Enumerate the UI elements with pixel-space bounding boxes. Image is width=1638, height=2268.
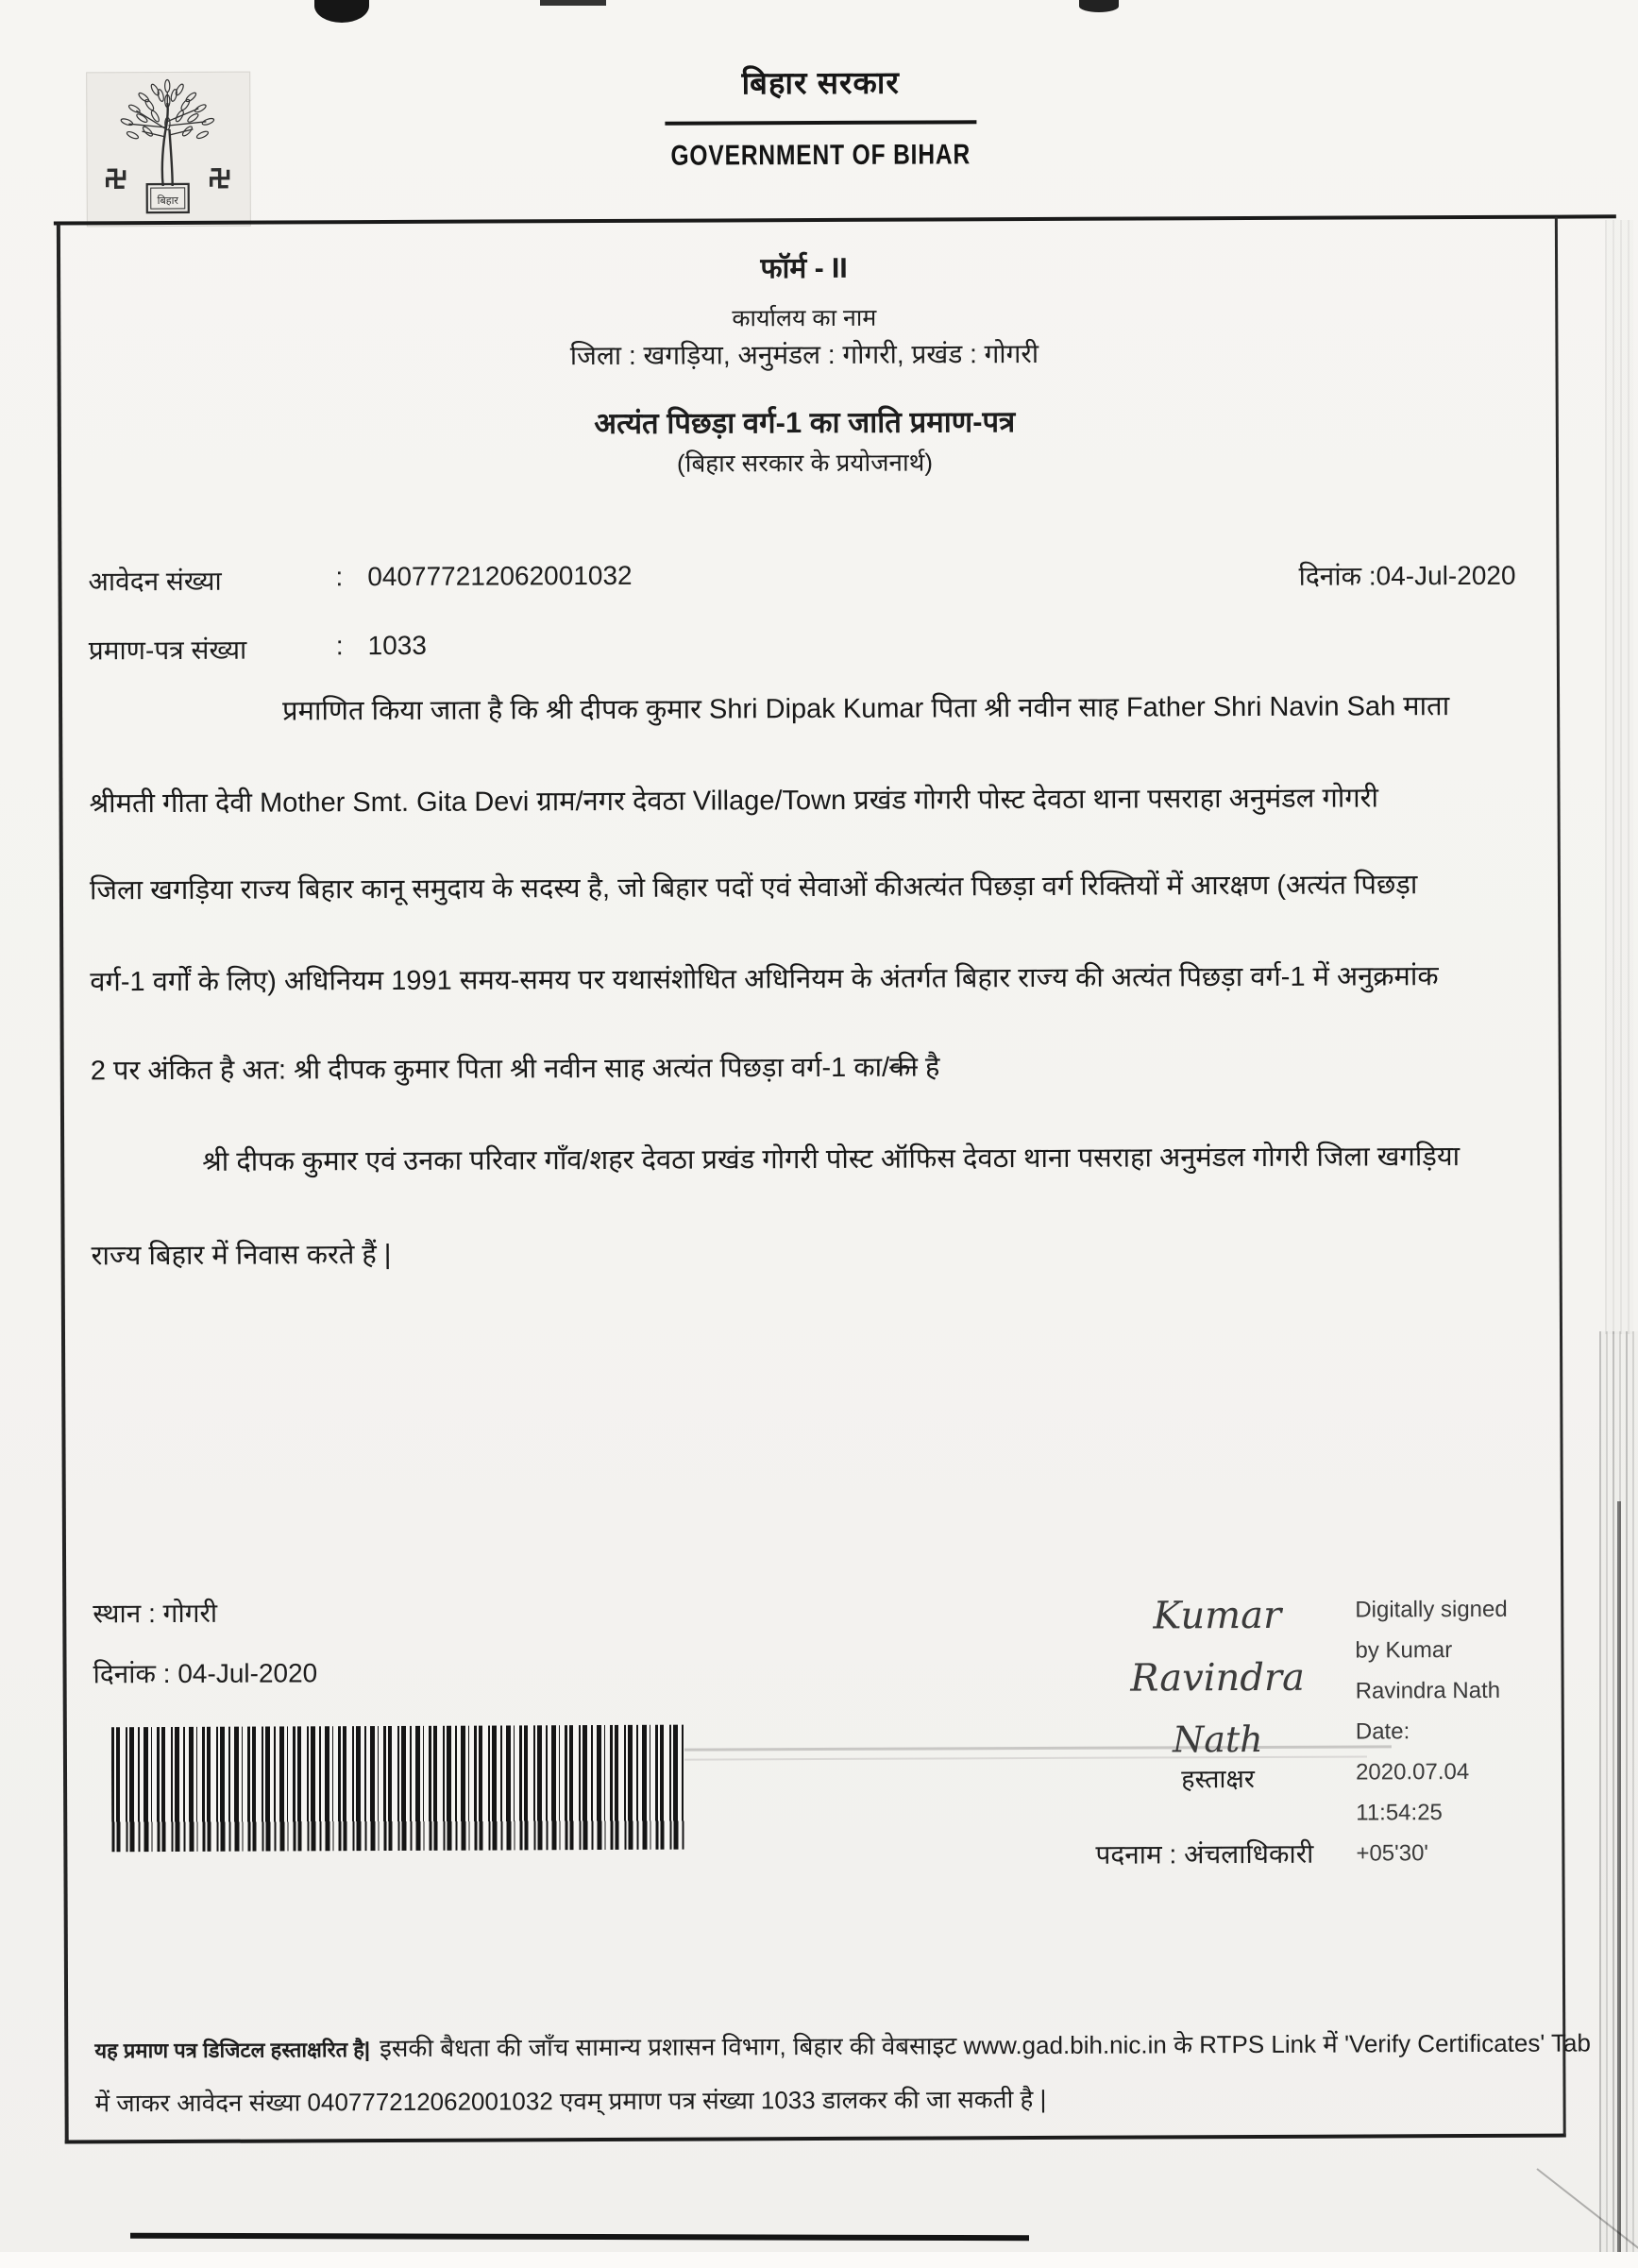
page-header xyxy=(91,0,1550,172)
issue-date: दिनांक :04-Jul-2020 xyxy=(1298,560,1516,591)
body-line5-end: है xyxy=(917,1052,940,1083)
government-name-hindi: बिहार सरकार xyxy=(741,64,900,101)
certificate-body-line xyxy=(91,1045,1526,1089)
signature-script-line: Kumar xyxy=(1153,1593,1282,1638)
colon-separator: : xyxy=(335,562,344,592)
verification-text: इसकी बैधता की जाँच सामान्य प्रशासन विभाग, बिहार की वेबसाइट www.gad.bih.nic.in के RTPS Link में 'Verify Certificates' Tab xyxy=(379,2028,1592,2063)
digitally-signed-note: यह प्रमाण पत्र डिजिटल हस्ताक्षरित है| xyxy=(94,2038,371,2063)
office-name-label: कार्यालय का नाम xyxy=(732,304,877,332)
scan-edge-line xyxy=(1617,1501,1621,2252)
barcode xyxy=(111,1725,685,1853)
certificate-body-line: वर्ग-1 वर्गों के लिए) अधिनियम 1991 समय-समय पर यथासंशोधित अधिनियम के अंतर्गत बिहार राज्य की अत्यंत पिछड़ा वर्ग-1 में अनुक्रमांक xyxy=(90,961,1439,998)
header-divider xyxy=(665,120,976,125)
certificate-subtitle: (बिहार सरकार के प्रयोजनार्थ) xyxy=(676,448,934,478)
application-number-row xyxy=(88,561,632,600)
certificate-border-box xyxy=(57,217,1566,2144)
digital-signature-line: +05'30' xyxy=(1356,1840,1429,1867)
signature-script-line: Nath xyxy=(1172,1718,1263,1761)
place-line: स्थान : गोगरी xyxy=(93,1598,218,1629)
government-name-english: GOVERNMENT OF BIHAR xyxy=(670,139,971,172)
signature-script-line: Ravindra xyxy=(1130,1655,1305,1701)
certificate-number-row xyxy=(89,631,427,669)
form-number: फॉर्म - II xyxy=(760,252,848,285)
emblem-base-label: बिहार xyxy=(157,195,178,208)
certificate-body-line: श्रीमती गीता देवी Mother Smt. Gita Devi ग्राम/नगर देवठा Village/Town प्रखंड गोगरी पोस्ट देवठा थाना पसराहा अनुमंडल गोगरी xyxy=(89,783,1379,820)
digital-signature-line: by Kumar xyxy=(1355,1637,1453,1664)
scan-artifact xyxy=(540,0,606,6)
digital-signature-line: 2020.07.04 xyxy=(1355,1759,1470,1786)
digital-signature-block xyxy=(1355,1589,1573,1874)
certificate-number-label: प्रमाण-पत्र संख्या xyxy=(88,635,247,666)
certificate-body-line: प्रमाणित किया जाता है कि श्री दीपक कुमार Shri Dipak Kumar पिता श्री नवीन साह Father Shri Navin Sah माता xyxy=(282,691,1450,727)
scan-edge-band xyxy=(1605,220,1633,1334)
signature-label: हस्ताक्षर xyxy=(1181,1764,1255,1794)
designation-line: पदनाम : अंचलाधिकारी xyxy=(1095,1838,1314,1870)
application-number-value: 040777212062001032 xyxy=(367,560,633,592)
certificate-body-line: जिला खगड़िया राज्य बिहार कानू समुदाय के सदस्य है, जो बिहार पदों एवं सेवाओं कीअत्यंत पिछड़ा वर्ग रिक्तियों में आरक्षण (अत्यंत पिछड़ा xyxy=(89,870,1418,906)
digital-signature-line: Date: xyxy=(1355,1718,1410,1745)
certificate-title: अत्यंत पिछड़ा वर्ग-1 का जाति प्रमाण-पत्र xyxy=(594,405,1016,441)
struck-gender-word: की xyxy=(889,1052,918,1083)
body-line5-text: 2 पर अंकित है अत: श्री दीपक कुमार पिता श्री नवीन साह अत्यंत पिछड़ा वर्ग-1 का/ xyxy=(90,1052,890,1087)
digital-signature-line: Digitally signed xyxy=(1355,1596,1508,1623)
digital-signature-line: Ravindra Nath xyxy=(1355,1677,1501,1704)
residence-line: श्री दीपक कुमार एवं उनका परिवार गाँव/शहर देवठा प्रखंड गोगरी पोस्ट ऑफिस देवठा थाना पसराहा अनुमंडल गोगरी जिला खगड़िया xyxy=(202,1142,1461,1177)
application-number-label: आवेदन संख्या xyxy=(88,566,222,597)
scan-artifact xyxy=(1079,0,1119,12)
verification-note-line1 xyxy=(94,2025,1592,2066)
certificate-number-value: 1033 xyxy=(367,630,427,661)
verification-note-line2: में जाकर आवेदन संख्या 040777212062001032 एवम् प्रमाण पत्र संख्या 1033 डालकर की जा सकती है | xyxy=(94,2084,1047,2118)
digital-signature-line: 11:54:25 xyxy=(1356,1800,1443,1826)
date-line: दिनांक : 04-Jul-2020 xyxy=(93,1658,318,1689)
colon-separator: : xyxy=(335,631,344,661)
residence-line: राज्य बिहार में निवास करते हैं | xyxy=(91,1239,392,1272)
office-jurisdiction-line: जिला : खगड़िया, अनुमंडल : गोगरी, प्रखंड : गोगरी xyxy=(569,338,1039,371)
